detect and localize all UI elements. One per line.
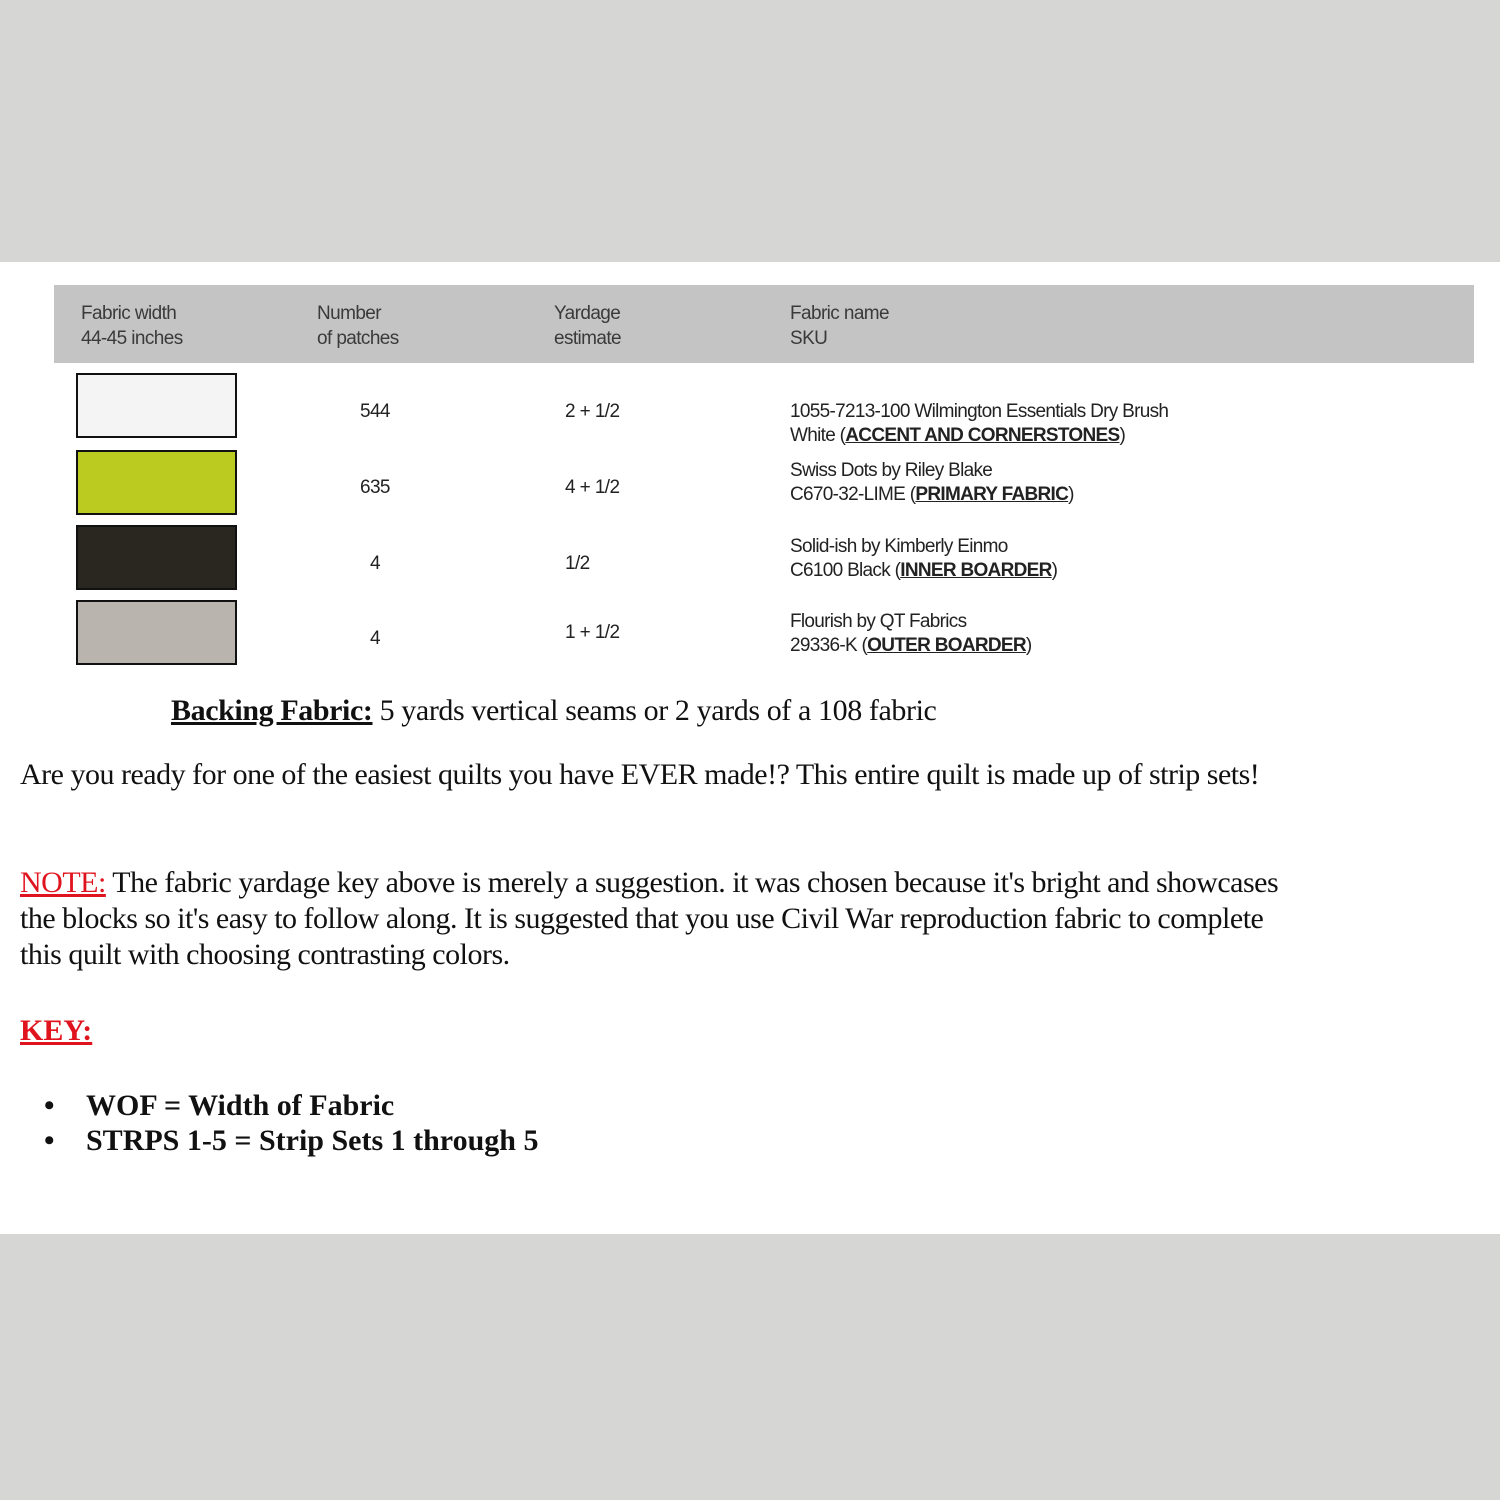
document-page	[0, 262, 1500, 1234]
note-label: NOTE:	[20, 866, 106, 899]
note-paragraph	[20, 865, 1310, 973]
patch-count: 544	[360, 401, 390, 422]
patch-count: 4	[370, 628, 380, 649]
fabric-role-tag: PRIMARY FABRIC	[915, 484, 1069, 505]
patch-count: 4	[370, 553, 380, 574]
patch-count: 635	[360, 477, 390, 498]
key-list	[44, 1088, 538, 1158]
yardage-value: 1/2	[565, 553, 590, 574]
fabric-role-tag: ACCENT AND CORNERSTONES	[845, 425, 1120, 446]
fabric-name: Flourish by QT Fabrics 29336-K (OUTER BOARDER)	[790, 611, 1032, 656]
fabric-table-header	[54, 285, 1474, 363]
yardage-value: 1 + 1/2	[565, 622, 620, 643]
fabric-swatch	[76, 525, 237, 590]
list-item: • WOF = Width of Fabric	[44, 1088, 538, 1123]
fabric-row	[0, 525, 1500, 591]
fabric-swatch	[76, 600, 237, 665]
yardage-value: 4 + 1/2	[565, 477, 620, 498]
fabric-name: Swiss Dots by Riley Blake C670-32-LIME (PRIMARY FABRIC)	[790, 460, 1074, 505]
fabric-row	[0, 600, 1500, 666]
fabric-swatch	[76, 450, 237, 515]
fabric-row	[0, 373, 1500, 446]
backing-fabric-line	[171, 694, 936, 728]
intro-paragraph: Are you ready for one of the easiest quilts you have EVER made!? This entire quilt is made up of strip sets!	[20, 758, 1260, 791]
fabric-name: 1055-7213-100 Wilmington Essentials Dry Brush White (ACCENT AND CORNERSTONES)	[790, 401, 1169, 446]
fabric-swatch	[76, 373, 237, 438]
fabric-name: Solid-ish by Kimberly Einmo C6100 Black (INNER BOARDER)	[790, 536, 1058, 581]
fabric-row	[0, 450, 1500, 516]
yardage-value: 2 + 1/2	[565, 401, 620, 422]
backing-fabric-text: 5 yards vertical seams or 2 yards of a 108 fabric	[372, 694, 937, 727]
key-heading: KEY:	[20, 1014, 93, 1047]
fabric-role-tag: OUTER BOARDER	[867, 635, 1026, 656]
list-item: • STRPS 1-5 = Strip Sets 1 through 5	[44, 1123, 538, 1158]
header-fabric-width: Fabric width 44-45 inches	[81, 303, 183, 349]
header-fabric-name-sku: Fabric name SKU	[790, 303, 889, 349]
fabric-role-tag: INNER BOARDER	[900, 560, 1052, 581]
note-text: The fabric yardage key above is merely a suggestion. it was chosen because it's bright and showcases the blocks so it's easy to follow along. It is suggested that you use Civil War reproduction fabric to complete this quilt with choosing contrasting colors.	[20, 866, 1279, 971]
backing-fabric-label: Backing Fabric:	[171, 694, 373, 727]
header-yardage-estimate: Yardage estimate	[554, 303, 622, 349]
header-number-of-patches: Number of patches	[317, 303, 399, 349]
